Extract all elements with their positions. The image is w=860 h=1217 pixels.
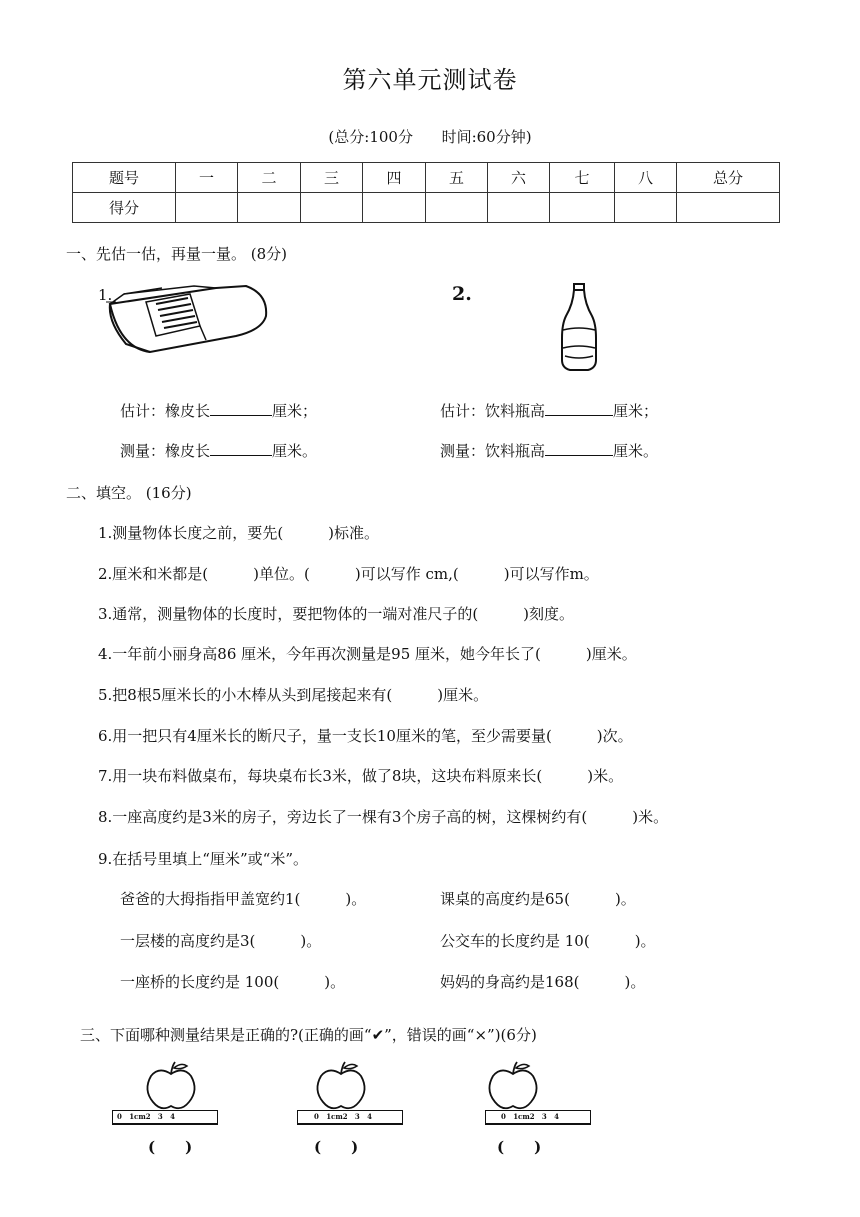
section3-heading: 三、下面哪种测量结果是正确的?(正确的画“✔”，错误的画“×”)(6分) <box>80 1026 537 1044</box>
answer-bracket[interactable]: ( ) <box>497 1138 542 1156</box>
score-table-header-row <box>73 163 780 193</box>
score-input-cell[interactable] <box>426 193 488 223</box>
score-cell: 四 <box>363 163 426 193</box>
question-5: 5.把8根5厘米长的小木棒从头到尾接起来有( )厘米。 <box>98 686 489 704</box>
total-score-label: (总分:100分 <box>328 128 413 146</box>
ruler-tick-label: 2 <box>342 1112 348 1121</box>
question-9c: 一层楼的高度约是3( )。 <box>120 932 322 950</box>
ruler-tick-label: 3 <box>541 1112 547 1121</box>
answer-bracket[interactable]: ( ) <box>314 1138 359 1156</box>
label: 测量：橡皮长 <box>120 442 211 460</box>
question-9e: 一座桥的长度约是 100( )。 <box>120 973 346 991</box>
score-input-cell[interactable] <box>550 193 615 223</box>
question-1: 1.测量物体长度之前，要先( )标准。 <box>98 524 380 542</box>
question-7: 7.用一块布料做桌布，每块桌布长3米，做了8块，这块布料原来长( )米。 <box>98 767 624 785</box>
score-input-cell[interactable] <box>615 193 677 223</box>
apple-icon <box>315 1060 367 1112</box>
ruler-tick-label: 2 <box>145 1112 151 1121</box>
score-cell: 八 <box>615 163 677 193</box>
score-table-score-row <box>73 193 780 223</box>
item2-number: 2. <box>452 283 472 305</box>
section2-heading: 二、填空。 (16分) <box>66 484 192 502</box>
score-input-cell[interactable] <box>238 193 301 223</box>
ruler-tick-label: 1cm <box>129 1112 146 1121</box>
label: 厘米； <box>272 402 318 420</box>
score-cell: 总分 <box>677 163 780 193</box>
time-label: 时间:60分钟) <box>441 128 532 146</box>
apple-icon <box>145 1060 197 1112</box>
score-input-cell[interactable] <box>301 193 363 223</box>
estimate-eraser <box>120 400 317 421</box>
label: 厘米。 <box>272 442 318 460</box>
question-2: 2.厘米和米都是( )单位。( )可以写作 cm,( )可以写作m。 <box>98 565 599 583</box>
label: 估计：饮料瓶高 <box>440 402 546 420</box>
score-input-cell[interactable] <box>488 193 550 223</box>
score-input-cell[interactable] <box>677 193 780 223</box>
question-9b: 课桌的高度约是65( )。 <box>440 890 636 908</box>
score-cell: 五 <box>426 163 488 193</box>
ruler-tick-label: 0 <box>117 1112 122 1121</box>
exam-info <box>0 126 860 147</box>
ruler-tick-label: 4 <box>367 1112 372 1121</box>
ruler-labels <box>501 1112 559 1121</box>
question-9d: 公交车的长度约是 10( )。 <box>440 932 656 950</box>
score-cell: 二 <box>238 163 301 193</box>
ruler-tick-label: 0 <box>314 1112 319 1121</box>
score-cell: 一 <box>176 163 238 193</box>
apple-icon <box>487 1060 539 1112</box>
question-9f: 妈妈的身高约是168( )。 <box>440 973 646 991</box>
question-6: 6.用一把只有4厘米长的断尺子，量一支长10厘米的笔，至少需要量( )次。 <box>98 727 633 745</box>
section1-heading: 一、先估一估，再量一量。 (8分) <box>66 245 288 263</box>
ruler-tick-label: 2 <box>529 1112 535 1121</box>
score-input-cell[interactable] <box>176 193 238 223</box>
answer-blank[interactable] <box>210 401 272 416</box>
label: 厘米。 <box>613 442 659 460</box>
question-3: 3.通常，测量物体的长度时，要把物体的一端对准尺子的( )刻度。 <box>98 605 575 623</box>
score-cell: 六 <box>488 163 550 193</box>
item1-number: 1. <box>98 286 113 304</box>
measure-bottle <box>440 440 658 461</box>
ruler-tick-label: 3 <box>157 1112 163 1121</box>
question-4: 4.一年前小丽身高86 厘米，今年再次测量是95 厘米，她今年长了( )厘米。 <box>98 645 637 663</box>
score-cell: 题号 <box>73 163 176 193</box>
measure-eraser <box>120 440 317 461</box>
question-9: 9.在括号里填上“厘米”或“米”。 <box>98 850 308 868</box>
page-title: 第六单元测试卷 <box>342 66 518 94</box>
score-cell: 得分 <box>73 193 176 223</box>
ruler-labels <box>117 1112 175 1121</box>
answer-bracket[interactable]: ( ) <box>148 1138 193 1156</box>
answer-blank[interactable] <box>545 401 613 416</box>
answer-blank[interactable] <box>210 441 272 456</box>
answer-blank[interactable] <box>545 441 613 456</box>
score-input-cell[interactable] <box>363 193 426 223</box>
label: 估计：橡皮长 <box>120 402 211 420</box>
label: 测量：饮料瓶高 <box>440 442 546 460</box>
label: 厘米； <box>613 402 659 420</box>
question-8: 8.一座高度约是3米的房子，旁边长了一棵有3个房子高的树，这棵树约有( )米。 <box>98 808 669 826</box>
ruler-tick-label: 1cm <box>513 1112 530 1121</box>
ruler-tick-label: 0 <box>501 1112 506 1121</box>
ruler-tick-label: 3 <box>354 1112 360 1121</box>
ruler-tick-label: 4 <box>554 1112 559 1121</box>
bottle-icon <box>560 282 598 372</box>
score-table <box>72 162 780 223</box>
estimate-bottle <box>440 400 658 421</box>
eraser-icon <box>106 282 272 356</box>
ruler-tick-label: 1cm <box>326 1112 343 1121</box>
score-cell: 三 <box>301 163 363 193</box>
score-cell: 七 <box>550 163 615 193</box>
ruler-tick-label: 4 <box>170 1112 175 1121</box>
ruler-labels <box>314 1112 372 1121</box>
question-9a: 爸爸的大拇指指甲盖宽约1( )。 <box>120 890 367 908</box>
